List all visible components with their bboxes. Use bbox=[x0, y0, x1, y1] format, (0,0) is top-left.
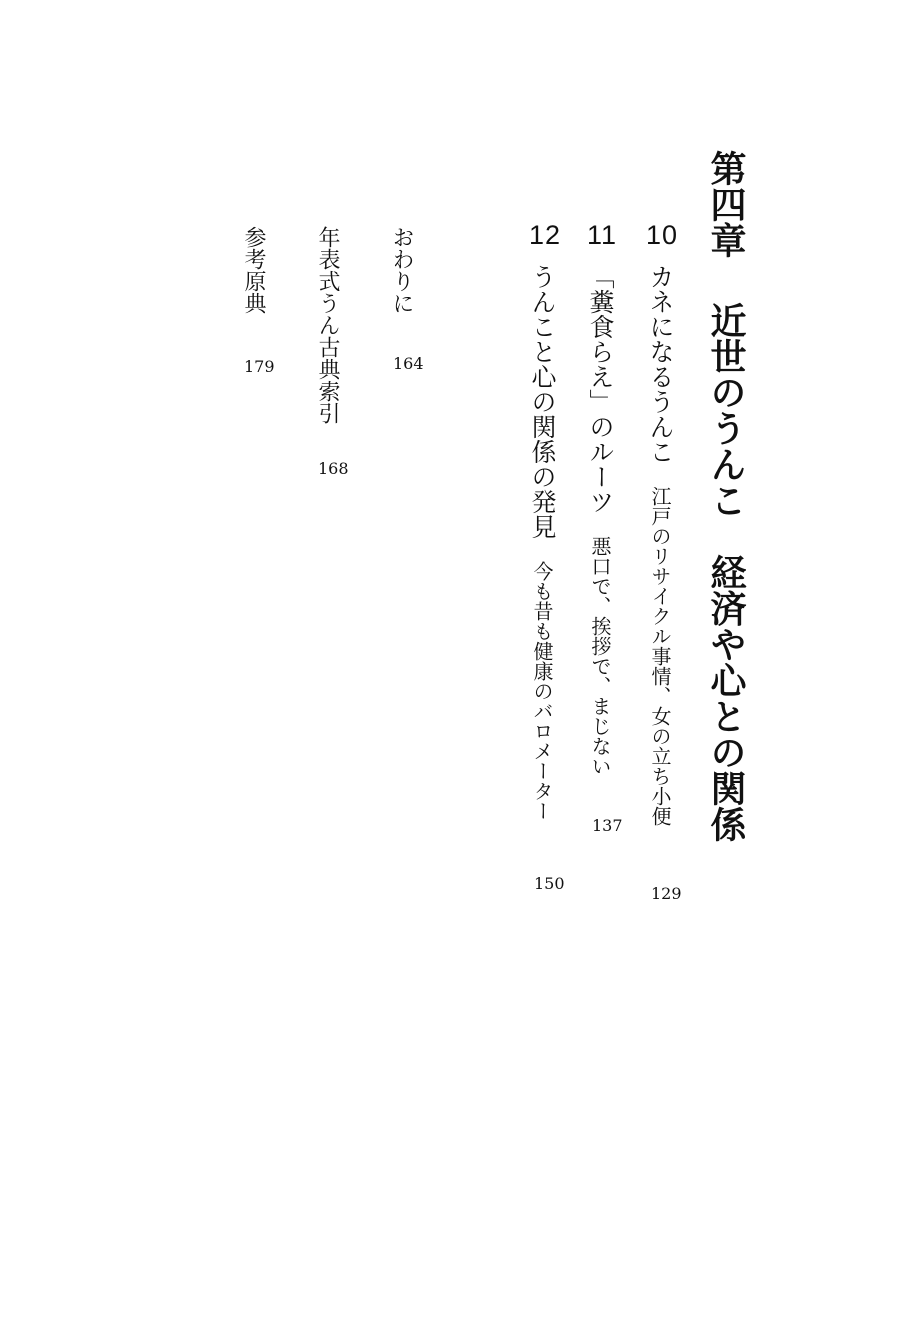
chapter-title: 近世のうんこ 経済や心との関係 bbox=[705, 302, 747, 842]
toc-entry-10[interactable] bbox=[648, 264, 673, 826]
item-number-10: 10 bbox=[645, 220, 679, 250]
back-matter-afterword[interactable]: おわりに bbox=[389, 226, 414, 314]
item-number-12: 12 bbox=[528, 220, 562, 250]
item-title-11: 「糞食らえ」のルーツ bbox=[586, 264, 615, 514]
item-subtitle-12: 今も昔も健康のバロメーター bbox=[530, 561, 554, 821]
item-page-11: 137 bbox=[592, 816, 623, 835]
back-matter-index-page: 168 bbox=[318, 459, 349, 478]
item-page-12: 150 bbox=[534, 874, 565, 893]
toc-entry-11[interactable] bbox=[588, 264, 613, 776]
chapter-label: 第四章 bbox=[705, 150, 747, 258]
item-subtitle-10: 江戸のリサイクル事情、女の立ち小便 bbox=[648, 486, 672, 826]
back-matter-afterword-page: 164 bbox=[393, 354, 424, 373]
back-matter-references-page: 179 bbox=[244, 357, 275, 376]
item-title-12: うんこと心の関係の発見 bbox=[528, 264, 557, 539]
item-title-10: カネになるうんこ bbox=[646, 264, 675, 464]
chapter-heading bbox=[705, 150, 747, 842]
item-page-10: 129 bbox=[651, 884, 682, 903]
back-matter-index[interactable]: 年表式うん古典索引 bbox=[315, 226, 340, 424]
item-subtitle-11: 悪口で、挨拶で、まじない bbox=[588, 536, 612, 776]
back-matter-references[interactable]: 参考原典 bbox=[241, 226, 266, 314]
toc-entry-12[interactable] bbox=[530, 264, 555, 821]
item-number-11: 11 bbox=[586, 220, 618, 250]
